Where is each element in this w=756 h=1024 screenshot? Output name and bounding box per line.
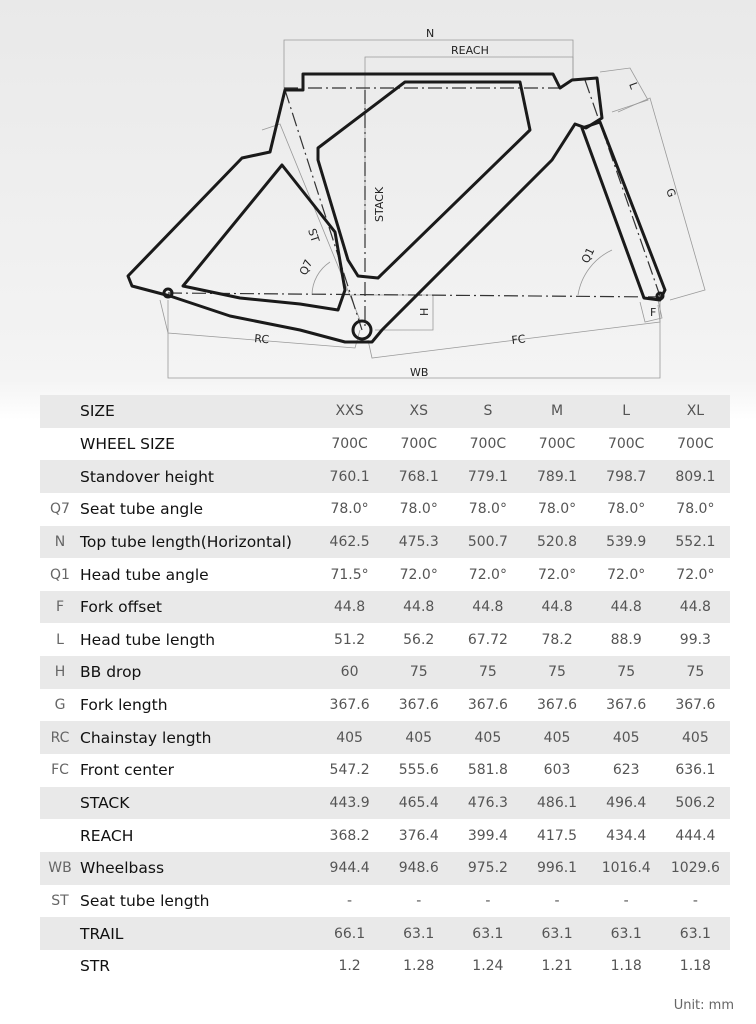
label-stack: STACK: [373, 186, 386, 222]
table-row: [40, 754, 730, 787]
row-code: WB: [40, 852, 80, 885]
row-value: 44.8: [661, 591, 730, 624]
row-value: 63.1: [384, 917, 453, 950]
head-tube-centerline: [585, 80, 660, 296]
row-label: REACH: [80, 826, 134, 845]
row-value: 75: [522, 656, 591, 689]
row-value: -: [692, 892, 698, 909]
size-header-m: M: [522, 395, 591, 428]
row-code: [40, 950, 80, 983]
table-row: [40, 917, 730, 950]
row-value: 78.0°: [676, 501, 715, 518]
row-value: 539.9: [592, 526, 661, 559]
row-value: 75: [661, 656, 730, 689]
row-value: 1.28: [403, 958, 435, 975]
row-label: Fork length: [80, 696, 168, 715]
row-value: 500.7: [453, 526, 522, 559]
row-value: 700C: [400, 435, 437, 452]
row-value: 603: [543, 762, 571, 779]
row-value: 506.2: [661, 787, 730, 820]
row-value: 944.4: [315, 852, 384, 885]
row-value: 376.4: [398, 827, 439, 844]
size-header-xl: XL: [661, 395, 730, 428]
row-value: 67.72: [467, 631, 508, 648]
row-value: 1.21: [541, 958, 573, 975]
row-value: 700C: [469, 435, 507, 452]
label-n: N: [426, 27, 435, 40]
row-label: Standover height: [80, 460, 315, 493]
row-code: Q7: [50, 501, 70, 518]
row-label: Top tube length(Horizontal): [80, 526, 315, 559]
row-value: 72.0°: [607, 566, 646, 583]
row-value: 63.1: [522, 917, 591, 950]
row-value: 78.0°: [537, 501, 577, 518]
row-value: 75: [453, 656, 522, 689]
row-value: 399.4: [467, 827, 508, 844]
label-g: G: [663, 186, 679, 200]
row-value: 581.8: [467, 762, 508, 779]
row-value: 60: [315, 656, 384, 689]
geometry-table-body: [40, 395, 730, 983]
row-value: 44.8: [522, 591, 591, 624]
size-header-xxs: XXS: [315, 395, 384, 428]
row-value: 405: [453, 721, 522, 754]
label-rc: RC: [253, 332, 270, 347]
row-value: 405: [522, 721, 591, 754]
table-row: [40, 950, 730, 983]
row-label: Front center: [80, 761, 174, 780]
table-header-row: [40, 395, 730, 428]
row-value: 405: [315, 721, 384, 754]
row-value: 948.6: [384, 852, 453, 885]
row-value: -: [416, 892, 422, 909]
table-row: [40, 460, 730, 493]
label-q7: Q7: [296, 257, 316, 278]
row-label: Wheelbass: [80, 852, 315, 885]
row-value: 547.2: [329, 762, 370, 779]
row-value: 1016.4: [592, 852, 661, 885]
row-value: 72.0°: [676, 566, 715, 583]
row-value: 78.0°: [468, 501, 507, 518]
row-value: 417.5: [537, 827, 578, 844]
row-code: [40, 917, 80, 950]
row-code: N: [40, 526, 80, 559]
row-value: 51.2: [333, 631, 366, 648]
row-value: 465.4: [384, 787, 453, 820]
row-value: 636.1: [675, 762, 716, 779]
row-value: 63.1: [453, 917, 522, 950]
row-code: [40, 428, 80, 461]
row-value: 367.6: [537, 697, 578, 714]
label-st: ST: [305, 226, 322, 244]
row-label: STR: [80, 957, 111, 976]
row-code: G: [54, 697, 66, 714]
row-value: 496.4: [592, 787, 661, 820]
row-value: 1029.6: [661, 852, 730, 885]
row-value: 63.1: [661, 917, 730, 950]
l-dimension-line: [600, 68, 648, 112]
row-value: 78.0°: [607, 501, 646, 518]
row-value: 405: [592, 721, 661, 754]
row-value: 367.6: [329, 697, 370, 714]
table-row: [40, 428, 730, 461]
table-row: [40, 493, 730, 526]
row-value: 368.2: [329, 827, 370, 844]
row-code: [40, 819, 80, 852]
row-value: 99.3: [679, 631, 711, 648]
row-value: 760.1: [315, 460, 384, 493]
row-value: 1.2: [338, 958, 361, 975]
table-row: [40, 526, 730, 559]
row-value: 72.0°: [468, 566, 507, 583]
row-code: RC: [40, 721, 80, 754]
row-value: 367.6: [675, 697, 716, 714]
table-row: [40, 885, 730, 918]
row-value: 405: [384, 721, 453, 754]
table-row: [40, 852, 730, 885]
size-header-l: L: [592, 395, 661, 428]
row-value: 1.24: [472, 958, 504, 975]
label-reach: REACH: [451, 44, 489, 57]
row-value: 1.18: [679, 958, 711, 975]
row-value: 700C: [607, 435, 645, 452]
row-value: 78.0°: [330, 501, 369, 518]
row-value: 72.0°: [537, 566, 577, 583]
row-value: 520.8: [522, 526, 591, 559]
table-row: [40, 623, 730, 656]
row-value: 405: [661, 721, 730, 754]
row-value: 768.1: [384, 460, 453, 493]
row-value: -: [623, 892, 629, 909]
row-code: FC: [51, 762, 69, 779]
row-code: ST: [51, 892, 69, 909]
row-value: 71.5°: [330, 566, 369, 583]
row-value: 476.3: [453, 787, 522, 820]
row-code: [40, 787, 80, 820]
label-fc: FC: [510, 332, 527, 347]
row-value: 75: [592, 656, 661, 689]
row-value: 700C: [331, 435, 368, 452]
row-value: 367.6: [398, 697, 439, 714]
row-value: 66.1: [315, 917, 384, 950]
row-value: 700C: [677, 435, 714, 452]
row-label: Seat tube length: [80, 891, 210, 910]
row-value: 1.18: [610, 958, 642, 975]
fc-dimension-line: [368, 305, 660, 358]
row-value: -: [554, 892, 560, 909]
geometry-table: [40, 395, 730, 983]
row-value: 88.9: [610, 631, 642, 648]
size-header-xs: XS: [384, 395, 453, 428]
row-value: 798.7: [592, 460, 661, 493]
row-value: 700C: [538, 435, 576, 452]
row-value: 72.0°: [399, 566, 438, 583]
row-value: 63.1: [592, 917, 661, 950]
row-code: L: [56, 631, 64, 648]
row-label: Head tube length: [80, 630, 216, 649]
row-label: Chainstay length: [80, 721, 315, 754]
row-code: F: [40, 591, 80, 624]
row-code: H: [40, 656, 80, 689]
row-value: 996.1: [522, 852, 591, 885]
row-value: 44.8: [384, 591, 453, 624]
label-wb: WB: [410, 366, 429, 379]
row-value: 367.6: [467, 697, 508, 714]
main-triangle-inner: [318, 82, 530, 278]
row-code: [40, 460, 80, 493]
table-row: [40, 819, 730, 852]
row-value: 434.4: [606, 827, 647, 844]
unit-note: Unit: mm: [673, 998, 734, 1013]
row-value: 475.3: [384, 526, 453, 559]
row-value: 75: [384, 656, 453, 689]
row-value: 444.4: [675, 827, 716, 844]
row-label: Fork offset: [80, 591, 315, 624]
row-value: 56.2: [403, 631, 435, 648]
row-label: BB drop: [80, 656, 315, 689]
table-row: [40, 656, 730, 689]
table-row: [40, 591, 730, 624]
row-code: [40, 395, 80, 428]
row-value: 462.5: [315, 526, 384, 559]
frame-geometry-diagram: [0, 0, 756, 392]
table-row: [40, 787, 730, 820]
row-label: STACK: [80, 787, 315, 820]
row-value: -: [485, 892, 491, 909]
row-value: 78.2: [541, 631, 573, 648]
row-value: -: [347, 892, 353, 909]
table-row: [40, 689, 730, 722]
row-value: 78.0°: [399, 501, 438, 518]
size-header-s: S: [453, 395, 522, 428]
row-label: WHEEL SIZE: [80, 434, 175, 453]
row-value: 623: [612, 762, 640, 779]
label-l: L: [626, 80, 641, 91]
row-value: 486.1: [522, 787, 591, 820]
row-value: 555.6: [398, 762, 439, 779]
label-f: F: [650, 306, 657, 319]
row-label: Seat tube angle: [80, 500, 204, 519]
q7-angle-arc: [312, 262, 330, 295]
row-value: 552.1: [661, 526, 730, 559]
label-h: H: [418, 307, 431, 316]
row-value: 44.8: [592, 591, 661, 624]
table-row: [40, 558, 730, 591]
row-label: TRAIL: [80, 917, 315, 950]
reach-dimension-line: [365, 57, 573, 240]
row-value: 443.9: [315, 787, 384, 820]
row-value: 44.8: [453, 591, 522, 624]
row-value: 44.8: [315, 591, 384, 624]
row-value: 367.6: [606, 697, 647, 714]
row-value: 975.2: [453, 852, 522, 885]
row-code: Q1: [50, 566, 70, 583]
row-label: SIZE: [80, 395, 315, 428]
table-row: [40, 721, 730, 754]
label-q1: Q1: [578, 245, 598, 266]
row-value: 809.1: [661, 460, 730, 493]
row-value: 779.1: [453, 460, 522, 493]
row-value: 789.1: [522, 460, 591, 493]
row-label: Head tube angle: [80, 565, 209, 584]
